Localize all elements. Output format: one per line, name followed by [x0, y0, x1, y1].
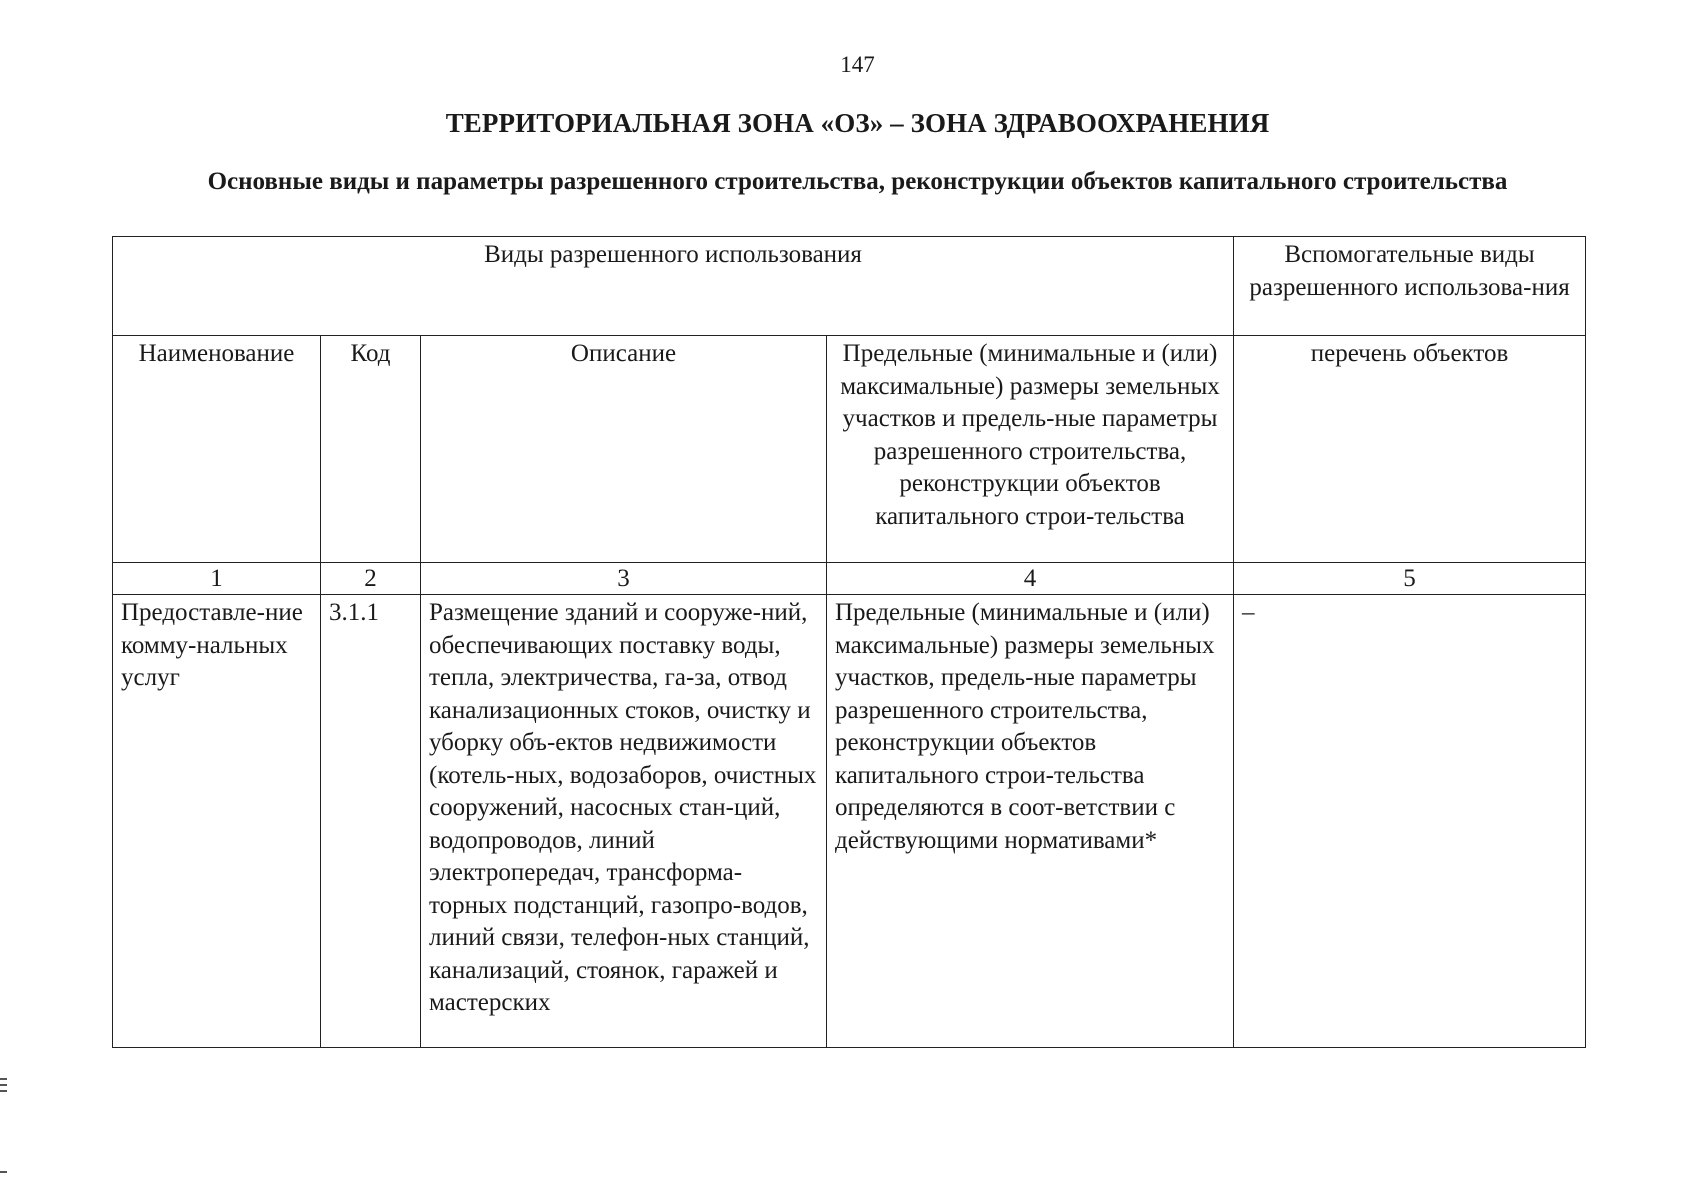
cell-parameters: Предельные (минимальные и (или) максимальные) размеры земельных участков, предель-ные параметры разрешенного строительства, реконструкции объектов капитального строи-тельства определяются в соот-ветствии с действующими нормативами* [827, 595, 1234, 1048]
margin-mark [0, 1078, 7, 1080]
header-permitted-uses: Виды разрешенного использования [113, 237, 1234, 336]
column-header-description: Описание [421, 336, 827, 563]
column-number: 1 [113, 563, 321, 595]
column-number: 5 [1234, 563, 1586, 595]
column-number: 3 [421, 563, 827, 595]
column-number-row [113, 563, 1586, 595]
margin-mark [0, 1090, 7, 1092]
column-header-code: Код [321, 336, 421, 563]
margin-mark [0, 1171, 7, 1173]
zone-title: ТЕРРИТОРИАЛЬНАЯ ЗОНА «ОЗ» – ЗОНА ЗДРАВООХРАНЕНИЯ [445, 108, 1270, 138]
column-header-row [113, 336, 1586, 563]
page-number: 147 [840, 52, 875, 77]
header-auxiliary-uses: Вспомогательные виды разрешенного использова-ния [1234, 237, 1586, 336]
cell-code: 3.1.1 [321, 595, 421, 1048]
cell-description: Размещение зданий и сооруже-ний, обеспечивающих поставку воды, тепла, электричества, га-за, отвод канализационных стоков, очистку и уборку объ-ектов недвижимости (котель-ных, водозаборов, очистных сооружений, насосных стан-ций, водопроводов, линий электропередач, трансформа-торных подстанций, газопро-водов, линий связи, телефон-ных станций, канализаций, стоянок, гаражей и мастерских [421, 595, 827, 1048]
cell-name: Предоставле-ние комму-нальных услуг [113, 595, 321, 1048]
cell-auxiliary: – [1234, 595, 1586, 1048]
column-number: 2 [321, 563, 421, 595]
column-header-parameters: Предельные (минимальные и (или) максимальные) размеры земельных участков и предель-ные параметры разрешенного строительства, реконструкции объектов капитального строи-тельства [827, 336, 1234, 563]
permitted-use-table [112, 236, 1586, 1048]
column-header-object-list: перечень объектов [1234, 336, 1586, 563]
column-header-name: Наименование [113, 336, 321, 563]
column-number: 4 [827, 563, 1234, 595]
group-header-row [113, 237, 1586, 336]
margin-mark [0, 1084, 7, 1086]
table-row [113, 595, 1586, 1048]
section-subtitle: Основные виды и параметры разрешенного строительства, реконструкции объектов капитального строительства [207, 168, 1508, 195]
